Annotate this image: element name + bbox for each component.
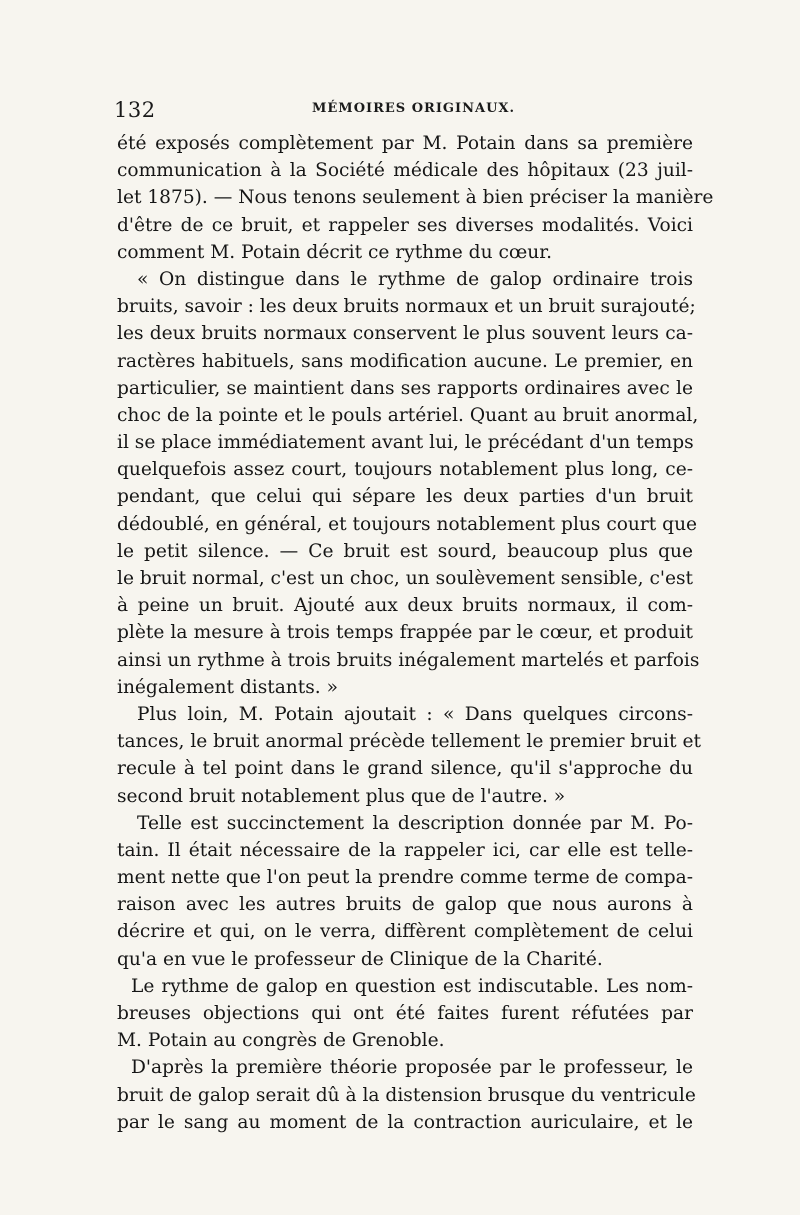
text-line: inégalement distants. » [117,676,338,698]
page-number: 132 [114,98,156,122]
text-line: les deux bruits normaux conservent le plus souvent leurs ca- [117,323,693,345]
text-line: quelquefois assez court, toujours notablement plus long, ce- [117,459,693,481]
running-head: MÉMOIRES ORIGINAUX. [312,101,516,116]
text-line: dédoublé, en général, et toujours notablement plus court que [117,513,698,535]
text-line: communication à la Société médicale des hôpitaux (23 juil- [117,160,693,182]
body-text [117,130,714,1136]
text-line: pendant, que celui qui sépare les deux parties d'un bruit [117,486,693,508]
text-line: raison avec les autres bruits de galop que nous aurons à [117,894,693,916]
text-line: breuses objections qui ont été faites furent réfutées par [117,1003,693,1024]
text-line: ractères habituels, sans modification aucune. Le premier, en [117,350,693,372]
text-line: Telle est succinctement la description donnée par M. Po- [137,812,693,834]
text-line: le petit silence. — Ce bruit est sourd, beaucoup plus que [117,540,693,562]
text-line: comment M. Potain décrit ce rythme du cœur. [117,241,553,263]
text-line: à peine un bruit. Ajouté aux deux bruits normaux, il com- [117,595,693,617]
text-line: ment nette que l'on peut la prendre comme terme de compa- [117,867,693,889]
text-line: particulier, se maintient dans ses rapports ordinaires avec le [117,377,693,399]
text-line: bruits, savoir : les deux bruits normaux et un bruit surajouté; [117,296,696,318]
text-line: Plus loin, M. Potain ajoutait : « Dans quelques circons- [137,703,693,725]
text-line: recule à tel point dans le grand silence, qu'il s'approche du [117,758,693,780]
text-line: Le rythme de galop en question est indiscutable. Les nom- [131,975,693,997]
text-line: tain. Il était nécessaire de la rappeler ici, car elle est telle- [117,839,693,861]
text-line: par le sang au moment de la contraction auriculaire, et le [117,1111,693,1133]
page-header [114,98,694,124]
text-line: ainsi un rythme à trois bruits inégalement martelés et parfois [117,649,700,671]
text-line: il se place immédiatement avant lui, le précédant d'un temps [117,432,694,454]
text-line: qu'a en vue le professeur de Clinique de la Charité. [117,948,603,970]
text-line: été exposés complètement par M. Potain dans sa première [117,133,693,154]
text-line: plète la mesure à trois temps frappée par le cœur, et produit [117,622,693,644]
text-line: le bruit normal, c'est un choc, un soulèvement sensible, c'est [117,568,693,589]
text-line: choc de la pointe et le pouls artériel. Quant au bruit anormal, [117,404,699,426]
text-line: « On distingue dans le rythme de galop ordinaire trois [137,268,693,290]
text-line: second bruit notablement plus que de l'autre. » [117,785,566,807]
text-line: let 1875). — Nous tenons seulement à bien préciser la manière [117,187,714,209]
text-line: D'après la première théorie proposée par le professeur, le [131,1057,693,1079]
text-line: bruit de galop serait dû à la distension brusque du ventricule [117,1084,696,1106]
text-line: M. Potain au congrès de Grenoble. [117,1030,445,1052]
text-line: d'être de ce bruit, et rappeler ses diverses modalités. Voici [117,214,693,236]
text-line: décrire et qui, on le verra, diffèrent complètement de celui [117,921,693,943]
text-line: tances, le bruit anormal précède tellement le premier bruit et [117,731,701,753]
